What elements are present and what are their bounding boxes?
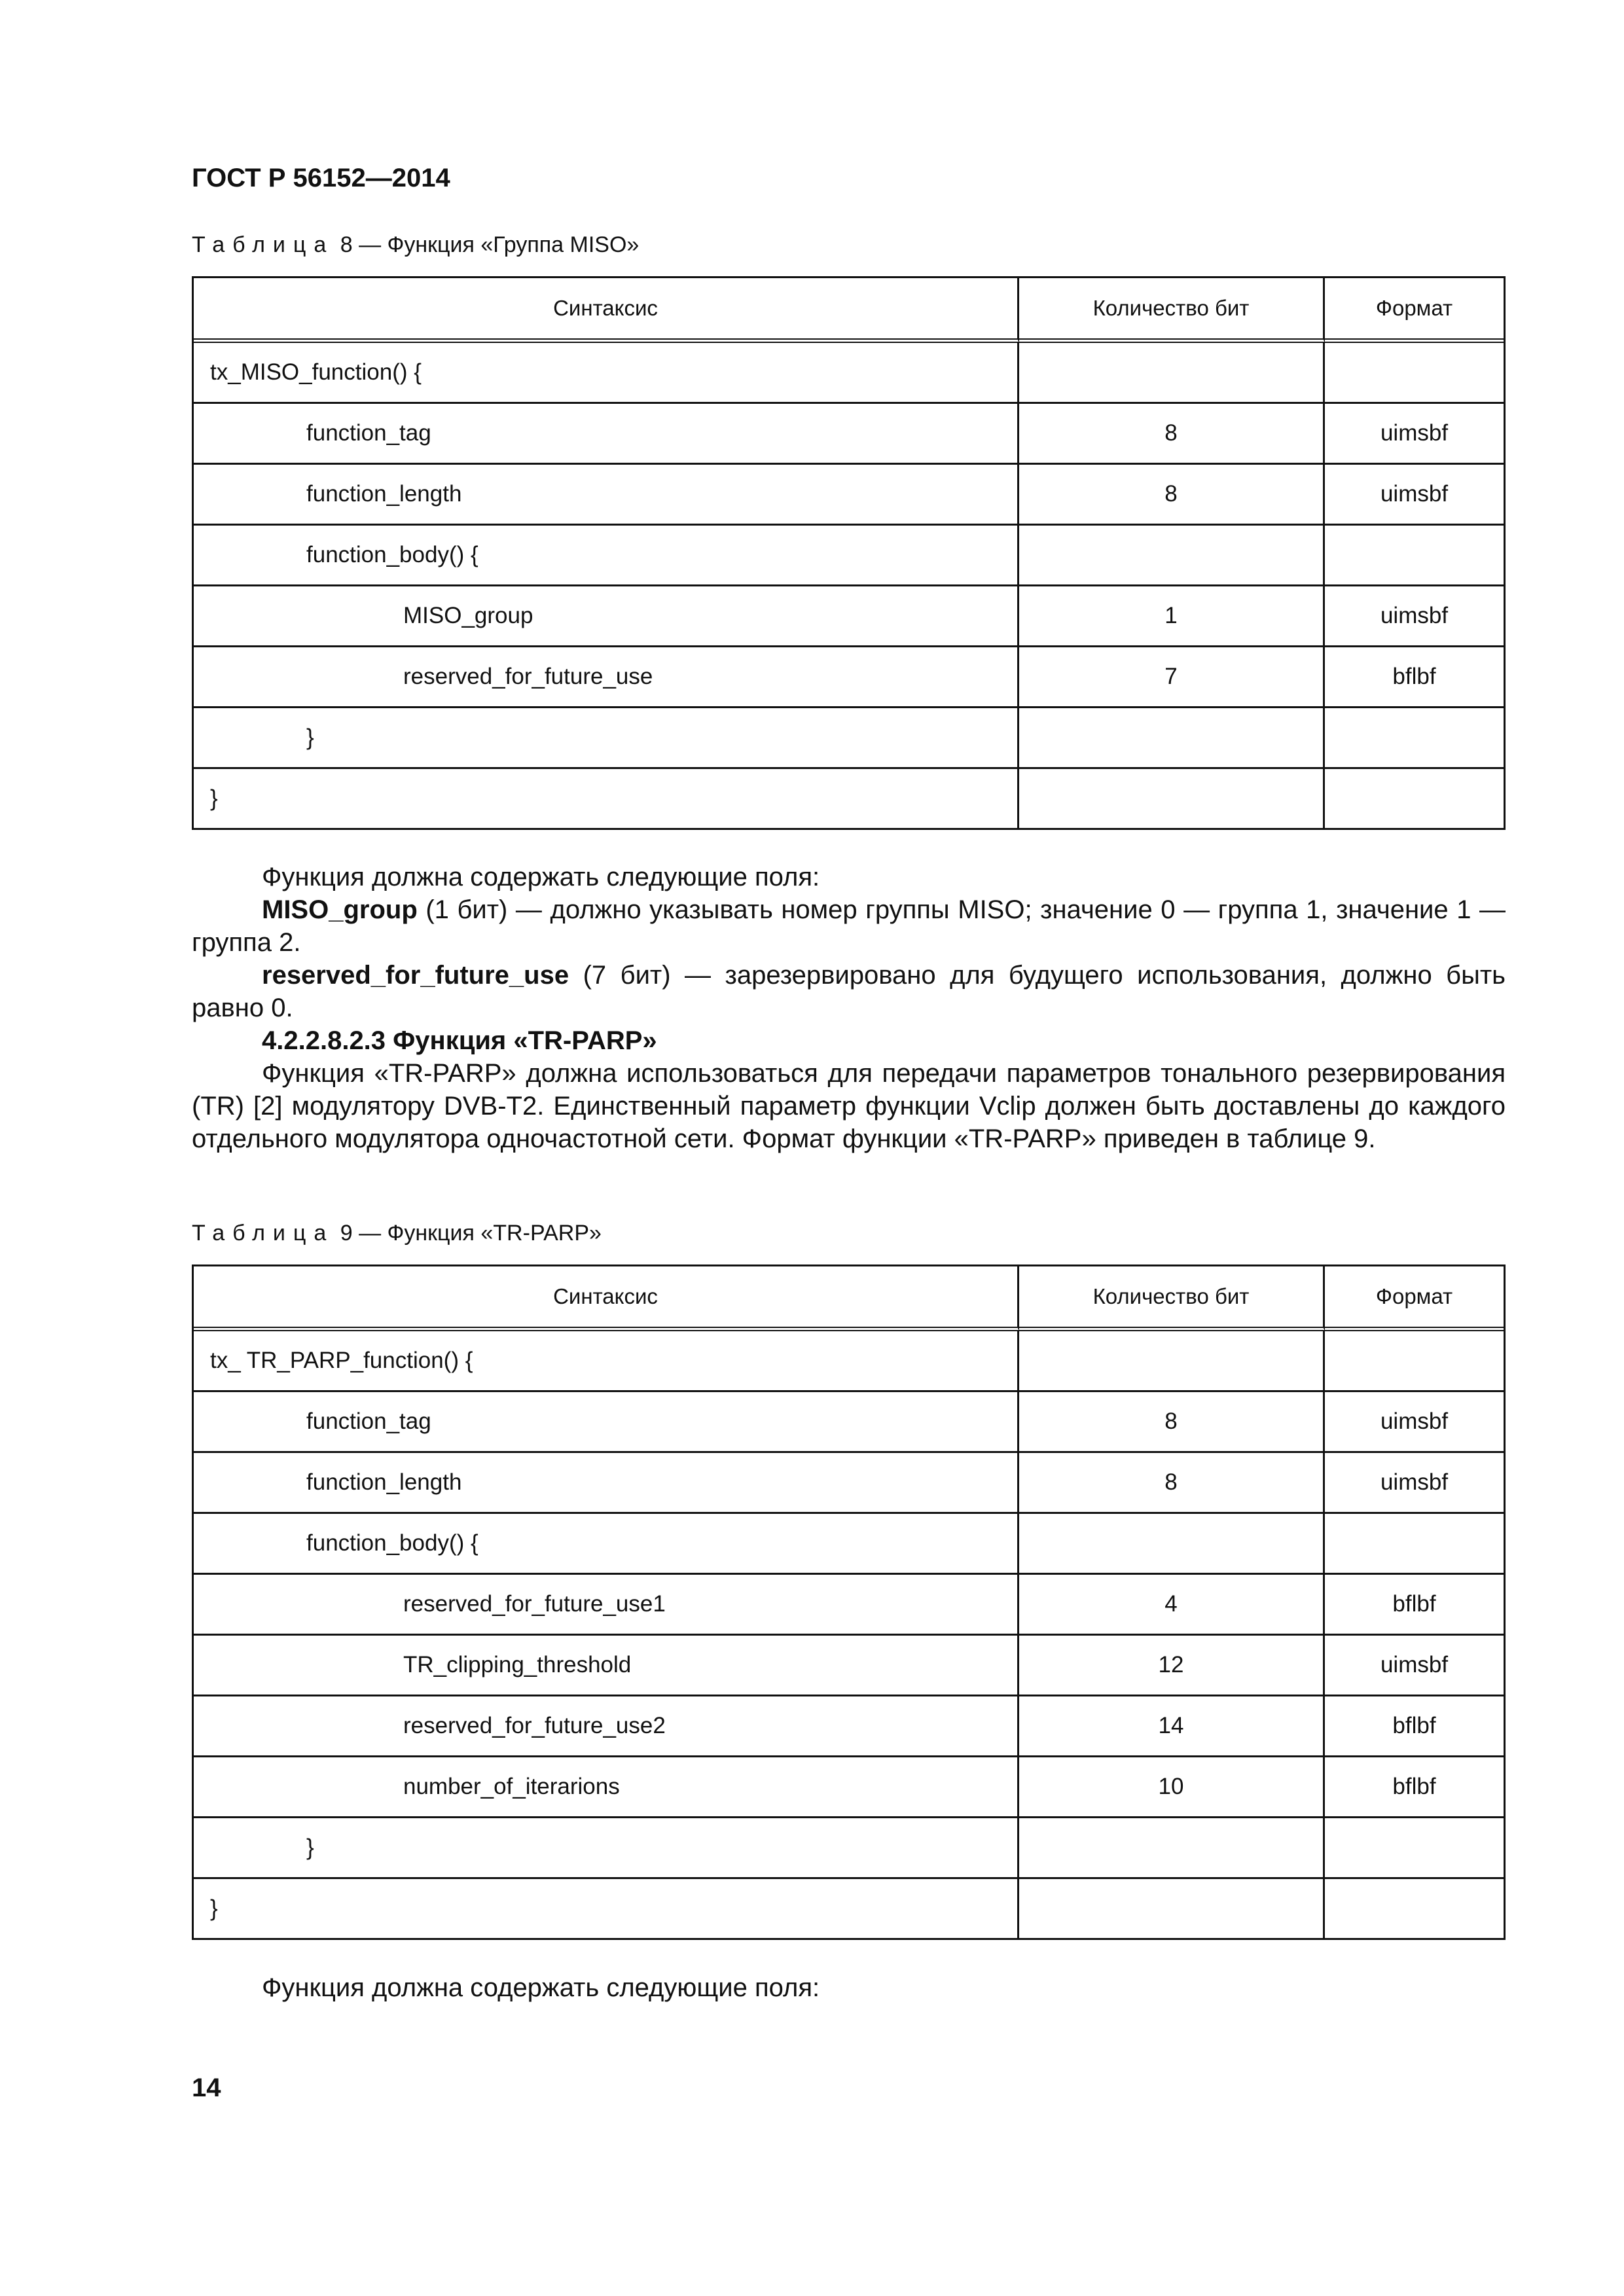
- syntax-cell: function_body() {: [194, 524, 1019, 584]
- bits-cell: 8: [1019, 1390, 1325, 1451]
- column-header-format: Формат: [1325, 1266, 1504, 1331]
- bits-cell: [1019, 1877, 1325, 1938]
- table-row: [194, 1816, 1504, 1877]
- syntax-cell: function_body() {: [194, 1512, 1019, 1573]
- table-row: [194, 1695, 1504, 1755]
- syntax-cell: }: [194, 767, 1019, 828]
- paragraph-reserved: reserved_for_future_use (7 бит) — зарезервировано для будущего использования, должно быть равно 0.: [192, 961, 1506, 1022]
- syntax-cell: function_tag: [194, 1390, 1019, 1451]
- table-row: [194, 463, 1504, 524]
- table9-caption-word: Таблица: [192, 1221, 334, 1246]
- paragraph-miso-group: MISO_group (1 бит) — должно указывать номер группы MISO; значение 0 — группа 1, значение 1 — группа 2.: [192, 895, 1506, 957]
- column-header-format: Формат: [1325, 278, 1504, 343]
- format-cell: [1325, 343, 1504, 402]
- format-cell: [1325, 1331, 1504, 1390]
- body-text-1: [192, 861, 1506, 1155]
- paragraph-intro-2: Функция должна содержать следующие поля:: [262, 1973, 820, 2002]
- syntax-cell: TR_clipping_threshold: [194, 1634, 1019, 1695]
- format-cell: [1325, 706, 1504, 767]
- table9: [192, 1265, 1506, 1940]
- page-number: 14: [192, 2073, 221, 2102]
- table-row: [194, 1573, 1504, 1634]
- format-cell: [1325, 1512, 1504, 1573]
- column-header-bits: Количество бит: [1019, 1266, 1325, 1331]
- syntax-cell: MISO_group: [194, 584, 1019, 645]
- bits-cell: [1019, 1816, 1325, 1877]
- table-row: [194, 1331, 1504, 1390]
- table9-body: [194, 1331, 1504, 1938]
- bits-cell: [1019, 1331, 1325, 1390]
- bits-cell: 7: [1019, 645, 1325, 706]
- table-row: [194, 1390, 1504, 1451]
- table9-header-row: [194, 1266, 1504, 1331]
- table8-header-row: [194, 278, 1504, 343]
- bits-cell: [1019, 1512, 1325, 1573]
- document-header: ГОСТ Р 56152—2014: [192, 164, 450, 192]
- table-row: [194, 1451, 1504, 1512]
- table8-caption-word: Таблица: [192, 232, 334, 257]
- format-cell: uimsbf: [1325, 402, 1504, 463]
- bits-cell: 8: [1019, 1451, 1325, 1512]
- format-cell: bflbf: [1325, 1573, 1504, 1634]
- syntax-cell: }: [194, 706, 1019, 767]
- bits-cell: 4: [1019, 1573, 1325, 1634]
- bits-cell: 1: [1019, 584, 1325, 645]
- paragraph-tr-parp: Функция «TR-PARP» должна использоваться для передачи параметров тонального резервирования (TR) [2] модулятору DVB-T2. Единственный параметр функции Vclip должен быть доставлены до каждого отдельного модулятора одночастотной сети. Формат функции «TR-PARP» приведен в таблице 9.: [192, 1059, 1506, 1153]
- table8-body: [194, 343, 1504, 828]
- bits-cell: [1019, 767, 1325, 828]
- table8-caption-text: 8 — Функция «Группа MISO»: [334, 232, 640, 257]
- table-row: [194, 706, 1504, 767]
- bits-cell: [1019, 524, 1325, 584]
- syntax-cell: function_length: [194, 463, 1019, 524]
- table-row: [194, 645, 1504, 706]
- syntax-cell: tx_MISO_function() {: [194, 343, 1019, 402]
- table-row: [194, 1512, 1504, 1573]
- syntax-cell: }: [194, 1816, 1019, 1877]
- format-cell: bflbf: [1325, 645, 1504, 706]
- format-cell: uimsbf: [1325, 1634, 1504, 1695]
- table-row: [194, 1755, 1504, 1816]
- table-row: [194, 524, 1504, 584]
- bits-cell: 14: [1019, 1695, 1325, 1755]
- syntax-cell: reserved_for_future_use1: [194, 1573, 1019, 1634]
- format-cell: [1325, 1877, 1504, 1938]
- table9-caption: [192, 1221, 602, 1246]
- table8-caption: [192, 232, 639, 258]
- body-text-2: [192, 1971, 1506, 2004]
- bits-cell: 12: [1019, 1634, 1325, 1695]
- table-row: [194, 1634, 1504, 1695]
- paragraph-intro: Функция должна содержать следующие поля:: [262, 863, 820, 891]
- bits-cell: [1019, 706, 1325, 767]
- column-header-syntax: Синтаксис: [194, 278, 1019, 343]
- syntax-cell: reserved_for_future_use2: [194, 1695, 1019, 1755]
- table-row: [194, 584, 1504, 645]
- syntax-cell: function_tag: [194, 402, 1019, 463]
- table8: [192, 276, 1506, 830]
- format-cell: [1325, 1816, 1504, 1877]
- format-cell: bflbf: [1325, 1695, 1504, 1755]
- format-cell: [1325, 524, 1504, 584]
- format-cell: uimsbf: [1325, 463, 1504, 524]
- format-cell: uimsbf: [1325, 1390, 1504, 1451]
- syntax-cell: reserved_for_future_use: [194, 645, 1019, 706]
- table-row: [194, 402, 1504, 463]
- table9-caption-text: 9 — Функция «TR-PARP»: [334, 1221, 602, 1246]
- format-cell: uimsbf: [1325, 1451, 1504, 1512]
- table-row: [194, 1877, 1504, 1938]
- bits-cell: 8: [1019, 402, 1325, 463]
- syntax-cell: tx_ TR_PARP_function() {: [194, 1331, 1019, 1390]
- bits-cell: 10: [1019, 1755, 1325, 1816]
- column-header-syntax: Синтаксис: [194, 1266, 1019, 1331]
- table-row: [194, 343, 1504, 402]
- format-cell: [1325, 767, 1504, 828]
- term-reserved: reserved_for_future_use: [262, 961, 569, 990]
- term-miso-group: MISO_group: [262, 895, 418, 924]
- bits-cell: 8: [1019, 463, 1325, 524]
- format-cell: bflbf: [1325, 1755, 1504, 1816]
- column-header-bits: Количество бит: [1019, 278, 1325, 343]
- format-cell: uimsbf: [1325, 584, 1504, 645]
- section-heading: 4.2.2.8.2.3 Функция «TR-PARP»: [262, 1026, 657, 1055]
- bits-cell: [1019, 343, 1325, 402]
- table-row: [194, 767, 1504, 828]
- syntax-cell: number_of_iterarions: [194, 1755, 1019, 1816]
- syntax-cell: }: [194, 1877, 1019, 1938]
- syntax-cell: function_length: [194, 1451, 1019, 1512]
